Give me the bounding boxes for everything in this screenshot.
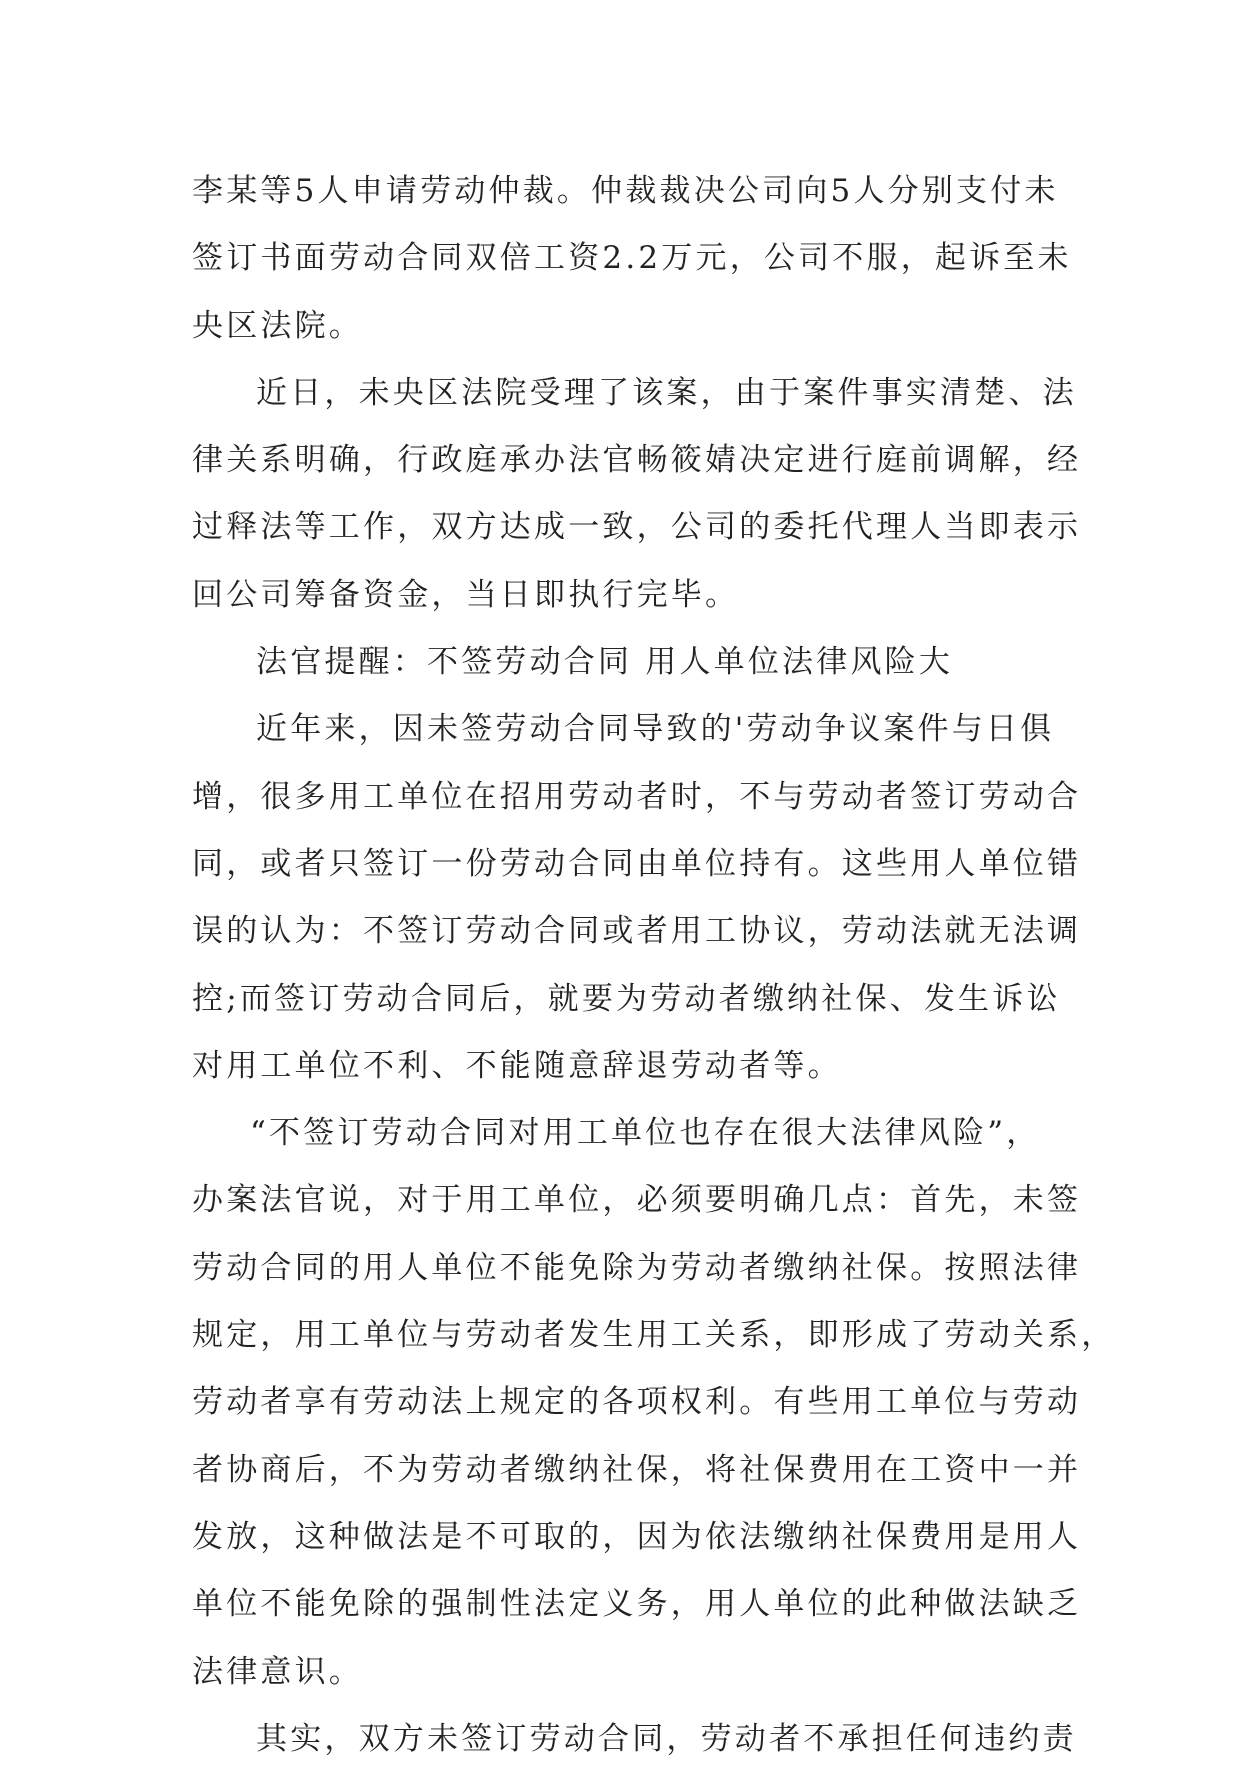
text-line: 发放，这种做法是不可取的，因为依法缴纳社保费用是用人 (192, 1518, 1082, 1555)
text-line: 过释法等工作，双方达成一致，公司的委托代理人当即表示 (192, 509, 1082, 546)
text-line: 近年来，因未签劳动合同导致的'劳动争议案件与日俱 (256, 711, 1055, 748)
text-line: 办案法官说，对于用工单位，必须要明确几点：首先，未签 (192, 1182, 1082, 1219)
text-line: 劳动者享有劳动法上规定的各项权利。有些用工单位与劳动 (192, 1384, 1082, 1421)
text-line: 李某等5人申请劳动仲裁。仲裁裁决公司向5人分别支付未 (192, 173, 1059, 209)
text-line: 劳动合同的用人单位不能免除为劳动者缴纳社保。按照法律 (192, 1249, 1082, 1286)
text-line: 对用工单位不利、不能随意辞退劳动者等。 (192, 1047, 842, 1084)
text-line: “不签订劳动合同对用工单位也存在很大法律风险”， (250, 1115, 1041, 1152)
text-line: 律关系明确，行政庭承办法官畅筱婧决定进行庭前调解，经 (192, 442, 1082, 479)
text-line: 增，很多用工单位在招用劳动者时，不与劳动者签订劳动合 (192, 778, 1082, 815)
text-line: 单位不能免除的强制性法定义务，用人单位的此种做法缺乏 (192, 1586, 1082, 1623)
text-line: 回公司筹备资金，当日即执行完毕。 (192, 576, 740, 613)
text-line: 其实，双方未签订劳动合同，劳动者不承担任何违约责 (256, 1720, 1077, 1757)
section-heading: 法官提醒：不签劳动合同 用人单位法律风险大 (256, 644, 954, 681)
text-line: 法律意识。 (192, 1653, 363, 1690)
document-body (192, 158, 1116, 1773)
text-line: 签订书面劳动合同双倍工资2.2万元，公司不服，起诉至未 (192, 240, 1072, 277)
text-line: 控;而签订劳动合同后，就要为劳动者缴纳社保、发生诉讼 (192, 980, 1061, 1017)
text-line: 近日，未央区法院受理了该案，由于案件事实清楚、法 (256, 374, 1077, 411)
text-line: 误的认为：不签订劳动合同或者用工协议，劳动法就无法调 (192, 913, 1082, 950)
text-line: 同，或者只签订一份劳动合同由单位持有。这些用人单位错 (192, 845, 1082, 882)
text-line: 央区法院。 (192, 307, 363, 344)
text-line: 者协商后，不为劳动者缴纳社保，将社保费用在工资中一并 (192, 1451, 1082, 1488)
text-line: 规定，用工单位与劳动者发生用工关系，即形成了劳动关系， (192, 1317, 1116, 1354)
